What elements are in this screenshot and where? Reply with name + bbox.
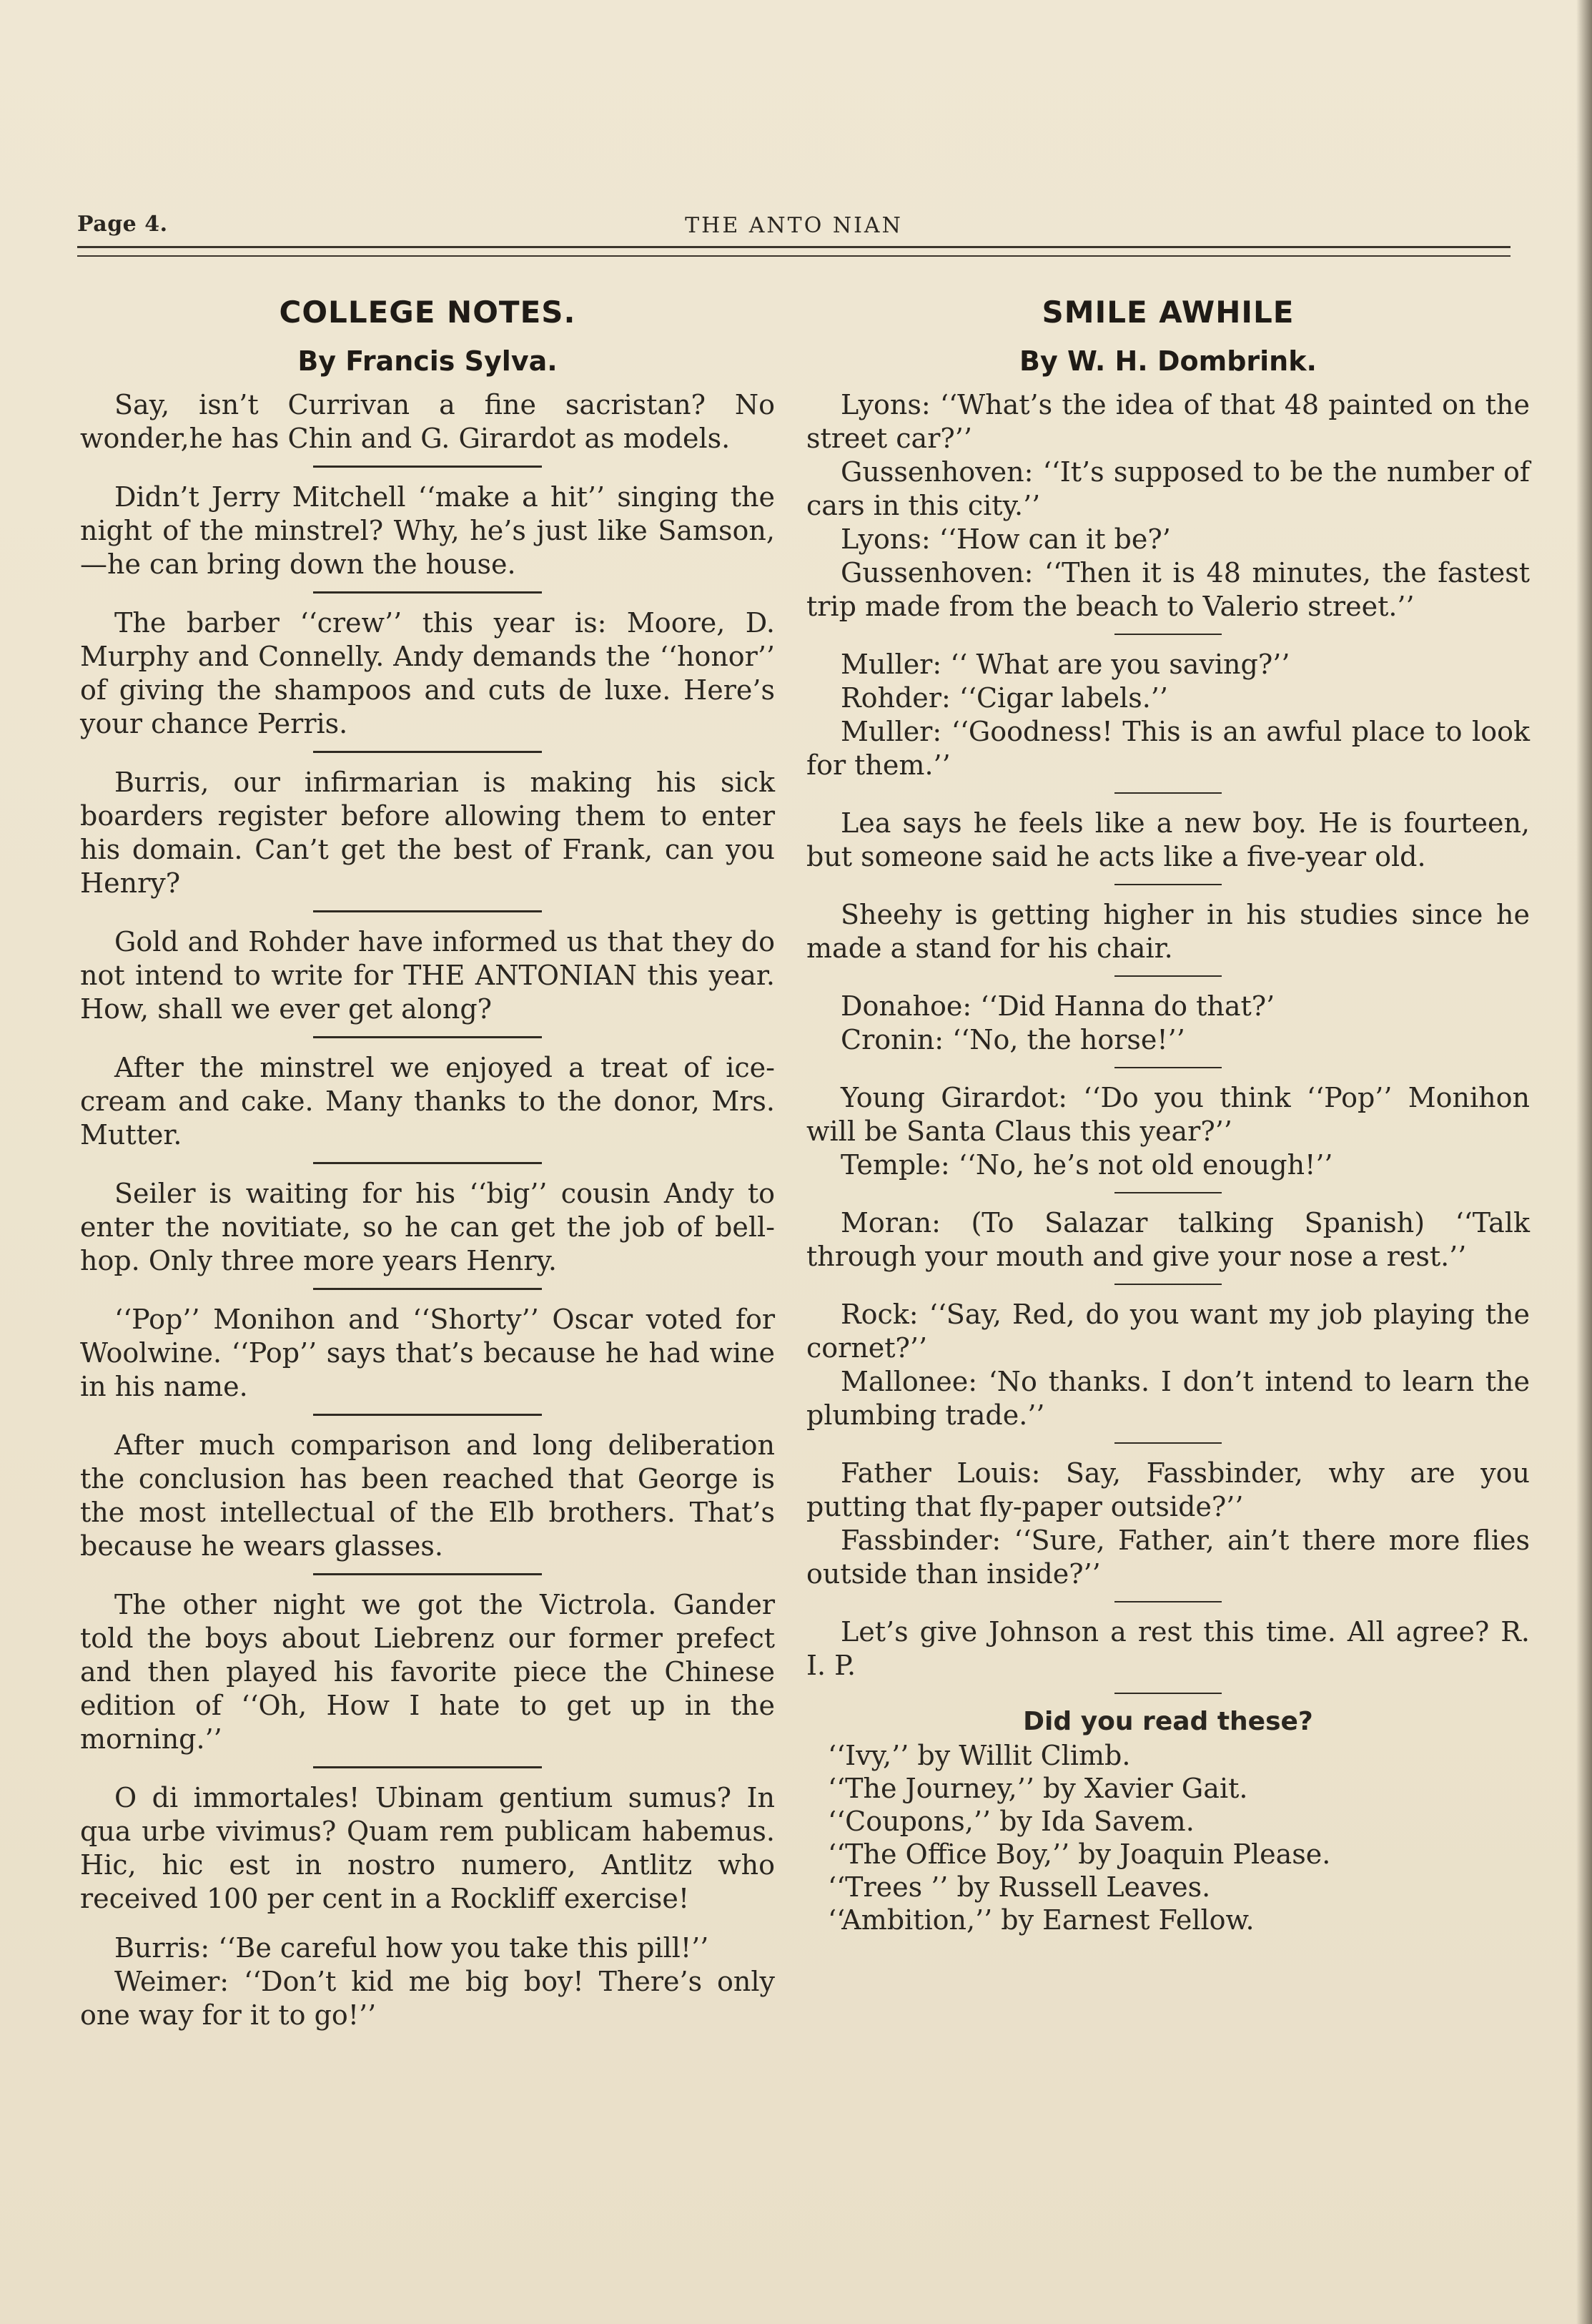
joke-block — [806, 1081, 1530, 1182]
books-heading: Did you read these? — [1023, 1707, 1313, 1736]
note-paragraph: After the minstrel we enjoyed a treat of ice-cream and cake. Many thanks to the donor, Mrs. Mutter. — [80, 1052, 775, 1151]
dialog-line: Weimer: ‘‘Don’t kid me big boy! There’s only one way for it to go!’’ — [80, 1966, 775, 2031]
joke-line: Let’s give Johnson a rest this time. All agree? R. I. P. — [806, 1616, 1530, 1681]
separator-rule — [313, 466, 542, 468]
separator-rule — [1114, 975, 1222, 977]
joke-line: Lea says he feels like a new boy. He is fourteen, but someone said he acts like a five-year old. — [806, 807, 1530, 872]
books-list — [806, 1739, 1530, 1936]
note-paragraph: Seiler is waiting for his ‘‘big’’ cousin Andy to enter the novitiate, so he can get the job of bell-hop. Only three more years Henry. — [80, 1178, 775, 1276]
separator-rule — [313, 1766, 542, 1768]
separator-rule — [1114, 1601, 1222, 1602]
spacer — [80, 1916, 775, 1931]
masthead: THE ANTO NIAN — [685, 213, 903, 238]
note-paragraph: After much comparison and long deliberation the conclusion has been reached that George is the most intellectual of the Elb brothers. That’s because he wears glasses. — [80, 1429, 775, 1562]
joke-line: Fassbinder: ‘‘Sure, Father, ain’t there more flies outside than inside?’’ — [806, 1525, 1530, 1590]
joke-line: Moran: (To Salazar talking Spanish) ‘‘Talk through your mouth and give your nose a rest.’’ — [806, 1207, 1530, 1272]
separator-rule — [1114, 1192, 1222, 1193]
separator-rule — [313, 1036, 542, 1038]
separator-rule — [1114, 792, 1222, 794]
joke-line: Young Girardot: ‘‘Do you think ‘‘Pop’’ Monihon will be Santa Claus this year?’’ — [806, 1082, 1530, 1147]
separator-rule — [1114, 1067, 1222, 1068]
separator-rule — [313, 1573, 542, 1575]
joke-line: Rock: ‘‘Say, Red, do you want my job playing the cornet?’’ — [806, 1299, 1530, 1364]
joke-line: Gussenhoven: ‘‘Then it is 48 minutes, the fastest trip made from the beach to Valerio street.’’ — [806, 557, 1530, 622]
joke-line: Temple: ‘‘No, he’s not old enough!’’ — [841, 1149, 1333, 1181]
column-title: COLLEGE NOTES. — [279, 295, 576, 330]
separator-rule — [313, 751, 542, 753]
byline: By W. H. Dombrink. — [1019, 345, 1317, 377]
separator-rule — [1114, 884, 1222, 885]
note-paragraph: The other night we got the Victrola. Gander told the boys about Liebrenz our former prefect and then played his favorite piece the Chinese edition of ‘‘Oh, How I hate to get up in the morning.’’ — [80, 1589, 775, 1755]
page-number: Page 4. — [77, 212, 168, 237]
joke-line: Lyons: ‘‘What’s the idea of that 48 painted on the street car?’’ — [806, 389, 1530, 454]
joke-block — [806, 990, 1530, 1057]
separator-rule — [313, 1414, 542, 1416]
joke-line: Gussenhoven: ‘‘It’s supposed to be the number of cars in this city.’’ — [806, 456, 1530, 521]
joke-line: Cronin: ‘‘No, the horse!’’ — [841, 1024, 1185, 1055]
separator-rule — [1114, 1693, 1222, 1694]
note-paragraph: Say, isn’t Currivan a fine sacristan? No wonder,he has Chin and G. Girardot as models. — [80, 389, 775, 454]
joke-block — [806, 898, 1530, 965]
separator-rule — [1114, 1442, 1222, 1444]
separator-rule — [313, 1162, 542, 1164]
joke-line: Father Louis: Say, Fassbinder, why are you putting that fly-paper outside?’’ — [806, 1457, 1530, 1522]
header-rule — [77, 246, 1511, 257]
joke-line: Muller: ‘‘ What are you saving?’’ — [841, 649, 1290, 680]
joke-block — [806, 807, 1530, 874]
joke-block — [806, 1457, 1530, 1591]
book-item: ‘‘Trees ’’ by Russell Leaves. — [828, 1871, 1211, 1903]
column-title: SMILE AWHILE — [1042, 295, 1295, 330]
column-college-notes — [80, 286, 775, 2032]
joke-line: Donahoe: ‘‘Did Hanna do that?’ — [841, 990, 1275, 1022]
joke-line: Mallonee: ‘No thanks. I don’t intend to learn the plumbing trade.’’ — [806, 1366, 1530, 1431]
joke-block — [806, 388, 1530, 624]
dialog-line: Burris: ‘‘Be careful how you take this pill!’’ — [114, 1932, 709, 1964]
joke-block — [806, 1206, 1530, 1274]
separator-rule — [313, 591, 542, 594]
note-paragraph: O di immortales! Ubinam gentium sumus? In qua urbe vivimus? Quam rem publicam habemus. Hic, hic est in nostro numero, Antlitz who received 100 per cent in a Rockliff exercise! — [80, 1782, 775, 1914]
joke-line: Muller: ‘‘Goodness! This is an awful place to look for them.’’ — [806, 716, 1530, 781]
note-paragraph: Gold and Rohder have informed us that they do not intend to write for THE ANTONIAN this year. How, shall we ever get along? — [80, 926, 775, 1025]
joke-line: Rohder: ‘‘Cigar labels.’’ — [841, 682, 1168, 714]
book-item: ‘‘The Journey,’’ by Xavier Gait. — [828, 1773, 1248, 1804]
note-paragraph: The barber ‘‘crew’’ this year is: Moore, D. Murphy and Connelly. Andy demands the ‘‘honor’’ of giving the shampoos and cuts de luxe. Here’s your chance Perris. — [80, 607, 775, 739]
separator-rule — [313, 910, 542, 912]
separator-rule — [313, 1288, 542, 1290]
book-item: ‘‘Ivy,’’ by Willit Climb. — [828, 1740, 1131, 1771]
book-item: ‘‘Ambition,’’ by Earnest Fellow. — [828, 1904, 1255, 1936]
page-edge-shadow — [1576, 0, 1592, 2324]
joke-block — [806, 648, 1530, 782]
separator-rule — [1114, 1284, 1222, 1285]
joke-block — [806, 1298, 1530, 1432]
joke-line: Lyons: ‘‘How can it be?’ — [841, 523, 1171, 555]
book-item: ‘‘Coupons,’’ by Ida Savem. — [828, 1806, 1195, 1837]
note-paragraph: Didn’t Jerry Mitchell ‘‘make a hit’’ singing the night of the minstrel? Why, he’s just like Samson,—he can bring down the house. — [80, 481, 775, 580]
note-paragraph: Burris, our infirmarian is making his sick boarders register before allowing them to enter his domain. Can’t get the best of Frank, can you Henry? — [80, 767, 775, 899]
separator-rule — [1114, 634, 1222, 635]
column-smile-awhile — [806, 286, 1530, 1936]
joke-line: Sheehy is getting higher in his studies since he made a stand for his chair. — [806, 899, 1530, 964]
book-item: ‘‘The Office Boy,’’ by Joaquin Please. — [828, 1838, 1331, 1870]
page-header — [77, 209, 1511, 237]
byline: By Francis Sylva. — [297, 345, 558, 377]
joke-block — [806, 1615, 1530, 1683]
note-paragraph: ‘‘Pop’’ Monihon and ‘‘Shorty’’ Oscar voted for Woolwine. ‘‘Pop’’ says that’s because he had wine in his name. — [80, 1304, 775, 1402]
